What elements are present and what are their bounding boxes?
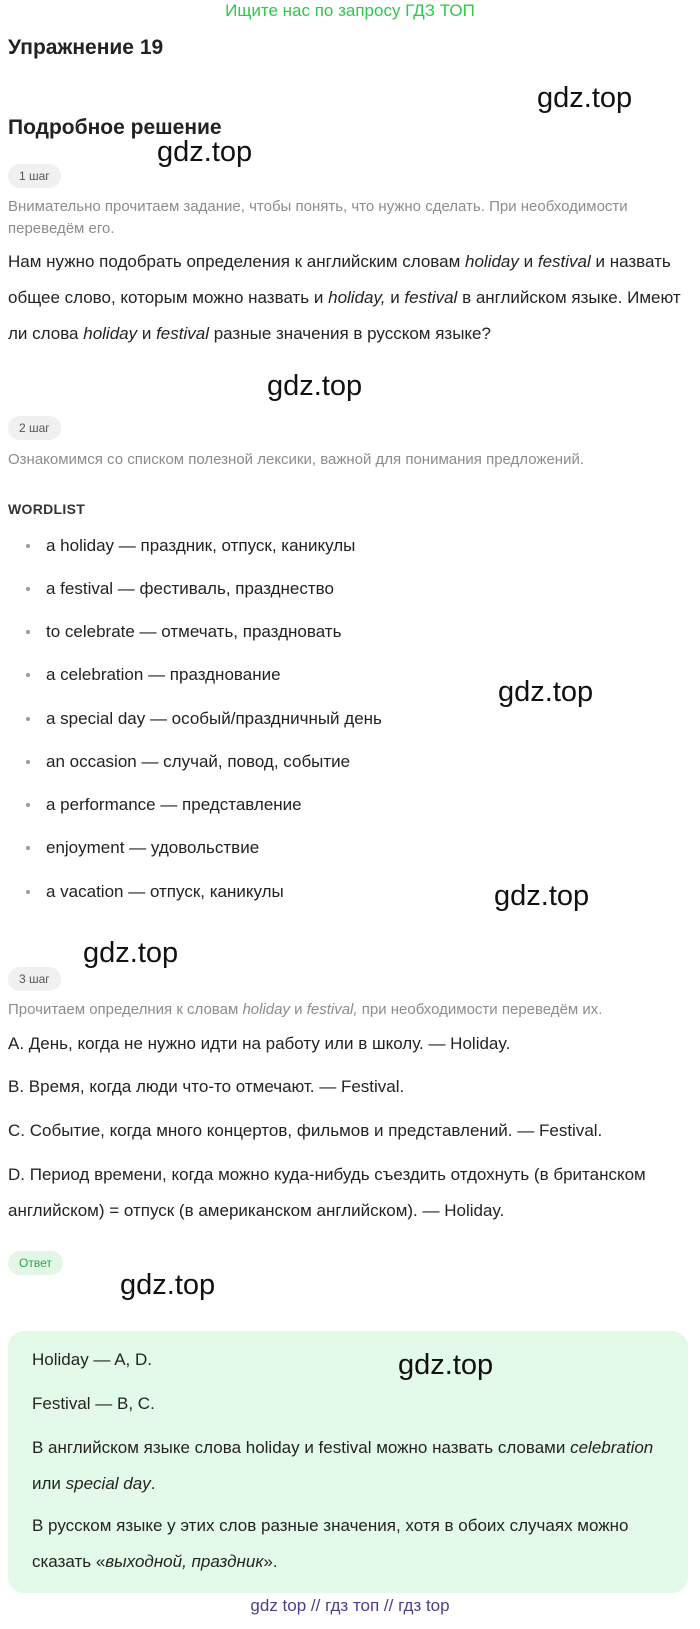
watermark: gdz.top	[83, 937, 179, 969]
step-1-chip: 1 шаг	[8, 164, 61, 188]
bullet-icon	[26, 803, 30, 807]
bullet-icon	[26, 890, 30, 894]
bullet-icon	[26, 760, 30, 764]
list-item: a festival — фестиваль, празднество	[26, 578, 334, 600]
bullet-icon	[26, 673, 30, 677]
watermark: gdz.top	[494, 880, 590, 912]
footer-links[interactable]: gdz top // гдз топ // гдз top	[250, 1596, 450, 1615]
watermark: gdz.top	[120, 1269, 216, 1301]
answer-line-3: В английском языке слова holiday и festival можно назвать словами celebration или special day.	[32, 1438, 654, 1493]
watermark: gdz.top	[537, 82, 633, 114]
list-item: a vacation — отпуск, каникулы	[26, 881, 284, 903]
definition-d: D. Период времени, когда можно куда-нибудь съездить отдохнуть (в британском английском) = отпуск (в американском английском). — Holiday.	[8, 1165, 646, 1220]
bullet-icon	[26, 630, 30, 634]
step-2-hint: Ознакомимся со списком полезной лексики, важной для понимания предложений.	[8, 451, 584, 468]
watermark: gdz.top	[498, 676, 594, 708]
solution-title: Подробное решение	[8, 116, 222, 139]
exercise-title: Упражнение 19	[8, 36, 164, 59]
bullet-icon	[26, 717, 30, 721]
list-item: a special day — особый/праздничный день	[26, 708, 382, 730]
answer-line-4: В русском языке у этих слов разные значения, хотя в обоих случаях можно сказать «выходной, праздник».	[32, 1516, 629, 1571]
step-1-hint: Внимательно прочитаем задание, чтобы понять, что нужно сделать. При необходимости переведём его.	[8, 198, 628, 237]
step-1-text: Нам нужно подобрать определения к английским словам holiday и festival и назвать общее слово, которым можно назвать и holiday, и festival в английском языке. Имеют ли слова holiday и festival разные значения в русском языке?	[8, 252, 681, 343]
list-item: to celebrate — отмечать, праздновать	[26, 621, 341, 643]
definition-b: B. Время, когда люди что-то отмечают. — Festival.	[8, 1077, 405, 1096]
answer-line-2: Festival — B, C.	[32, 1394, 155, 1413]
list-item: an occasion — случай, повод, событие	[26, 751, 350, 773]
search-banner[interactable]: Ищите нас по запросу ГДЗ ТОП	[225, 1, 475, 20]
bullet-icon	[26, 544, 30, 548]
list-item: enjoyment — удовольствие	[26, 837, 259, 859]
definition-c: C. Событие, когда много концертов, фильмов и представлений. — Festival.	[8, 1121, 603, 1140]
watermark: gdz.top	[267, 370, 363, 402]
watermark: gdz.top	[398, 1349, 494, 1381]
definition-a: A. День, когда не нужно идти на работу или в школу. — Holiday.	[8, 1034, 511, 1053]
bullet-icon	[26, 587, 30, 591]
step-2-chip: 2 шаг	[8, 416, 61, 440]
list-item: a celebration — празднование	[26, 664, 281, 686]
step-3-chip: 3 шаг	[8, 967, 61, 991]
wordlist-title: WORDLIST	[8, 501, 86, 517]
list-item: a holiday — праздник, отпуск, каникулы	[26, 535, 355, 557]
bullet-icon	[26, 846, 30, 850]
step-3-hint: Прочитаем определния к словам holiday и festival, при необходимости переведём их.	[8, 1001, 603, 1018]
answer-chip: Ответ	[8, 1251, 63, 1275]
list-item: a performance — представление	[26, 794, 302, 816]
watermark: gdz.top	[157, 136, 253, 168]
answer-line-1: Holiday — A, D.	[32, 1350, 152, 1369]
